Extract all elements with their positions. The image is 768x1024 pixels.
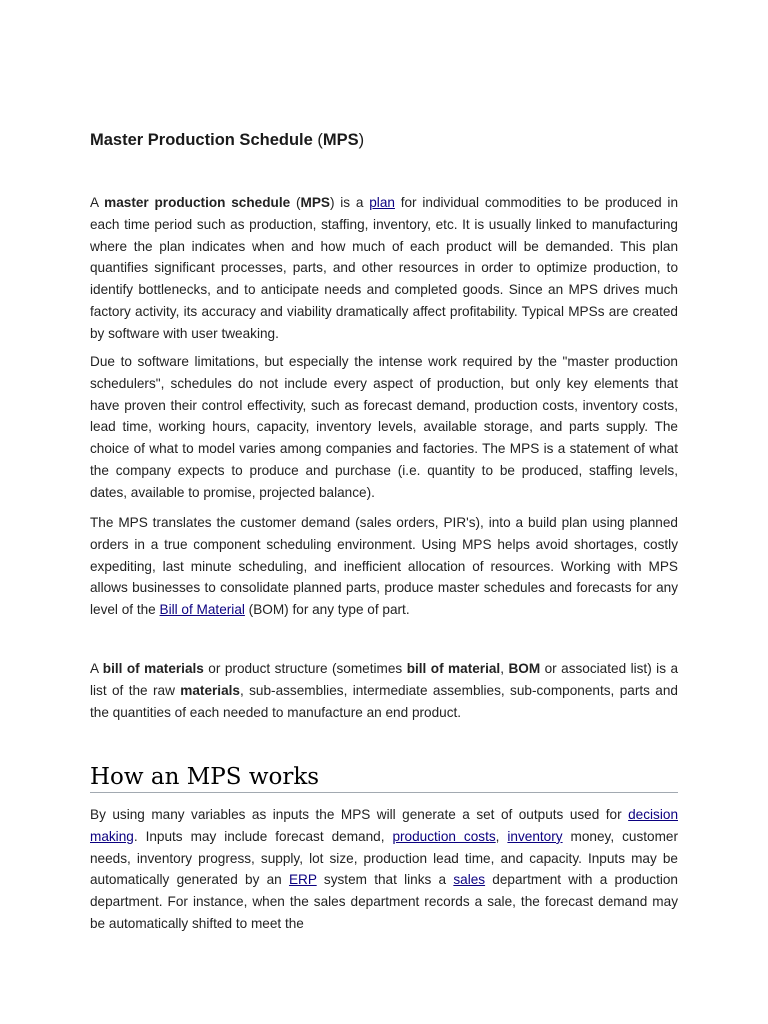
text-run: By using many variables as inputs the MPS will generate a set of outputs used for (90, 807, 629, 822)
text-run: , (495, 828, 508, 844)
bold-term: BOM (508, 661, 541, 676)
link-bill-of-material[interactable]: Bill of Material (159, 602, 245, 618)
link-production-costs[interactable]: production costs (392, 828, 496, 844)
link-decision-making[interactable]: decision making (90, 807, 678, 844)
text-run: , sub-assemblies, intermediate assemblies, sub-components, parts and the quantities of each needed to manufacture an end product. (90, 682, 678, 720)
text-run: or product structure (sometimes (203, 661, 407, 676)
link-inventory[interactable]: inventory (507, 828, 563, 844)
section-heading-how-mps-works: How an MPS works (90, 762, 678, 793)
text-run: . Inputs may include forecast demand, (133, 828, 393, 844)
link-plan[interactable]: plan (369, 195, 395, 210)
title-paren-close: ) (358, 131, 365, 149)
text-run: system that links a (316, 872, 454, 888)
text-run: department with a production department. For instance, when the sales department records a sale, the forecast demand may be automatically shifted to meet the (90, 872, 678, 931)
page-title (90, 131, 364, 150)
text-run: The MPS translates the customer demand (sales orders, PIR's), into a build plan using planned orders in a true component scheduling environment. Using MPS helps avoid shortages, costly expediting, last minute scheduling, and inefficient allocation of resources. Working with MPS allows businesses to consolidate planned parts, produce master schedules and forecasts for any level of the (90, 515, 678, 618)
title-paren-open: ( (312, 131, 323, 149)
text-run: , (500, 661, 509, 676)
paragraph-mps-definition (90, 192, 678, 345)
text-run: A (90, 195, 105, 210)
bold-term: bill of material (406, 661, 501, 676)
title-main: Master Production Schedule (90, 131, 313, 149)
bold-term: materials (180, 682, 240, 698)
text-run: or associated list) is a list of the raw (90, 661, 679, 698)
text-run: A (90, 661, 103, 676)
bold-term: bill of materials (102, 661, 204, 676)
bold-term: master production schedule (104, 195, 291, 210)
paragraph-how-mps-works (90, 804, 678, 935)
text-run: ) is a (329, 195, 370, 210)
bold-term: MPS (300, 195, 330, 210)
paragraph-software-limitations: Due to software limitations, but especially the intense work required by the "master production schedulers", schedules do not include every aspect of production, but only key elements that have proven their control effectivity, such as forecast demand, production costs, inventory costs, lead time, working hours, capacity, inventory levels, available storage, and parts supply. The choice of what to model varies among companies and factories. The MPS is a statement of what the company expects to produce and purchase (i.e. quantity to be produced, staffing levels, dates, available to promise, projected balance). (90, 354, 678, 500)
text-run: money, customer needs, inventory progress, supply, lot size, production lead time, and capacity. Inputs may be automatically generated by an (90, 828, 678, 888)
text-run: (BOM) for any type of part. (244, 602, 410, 618)
text-run: for individual commodities to be produced in each time period such as production, staffing, inventory, etc. It is usually linked to manufacturing where the plan indicates when and how much of each product will be demanded. This plan quantifies significant processes, parts, and other resources in order to optimize production, to identify bottlenecks, and to anticipate needs and completed goods. Since an MPS drives much factory activity, its accuracy and viability dramatically affect profitability. Typical MPSs are created by software with user tweaking. (90, 195, 679, 341)
paragraph-bill-of-materials (90, 658, 678, 723)
link-erp[interactable]: ERP (288, 872, 317, 888)
link-sales[interactable]: sales (453, 872, 486, 888)
text-run: ( (290, 195, 301, 210)
paragraph-mps-translation (90, 512, 678, 621)
title-abbr: MPS (322, 131, 359, 149)
